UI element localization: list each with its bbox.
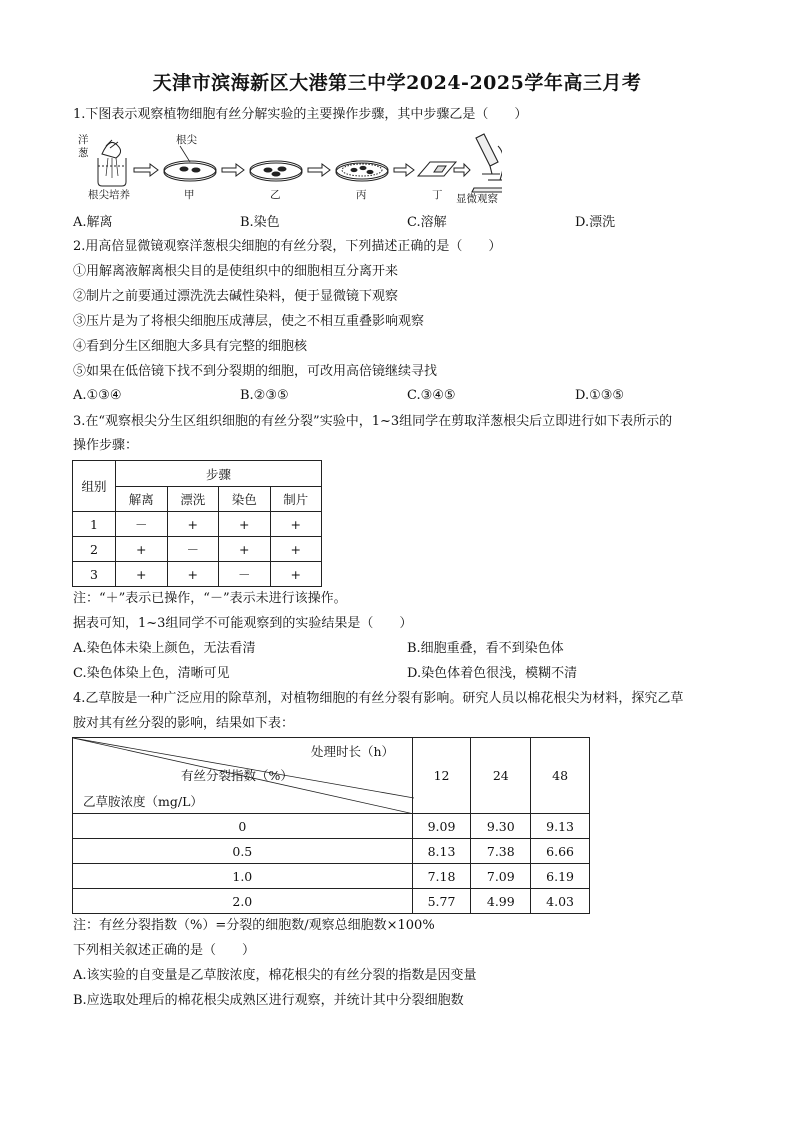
q1-option-b: B.染色 bbox=[240, 215, 280, 230]
q3-stem-line1: 3.在“观察根尖分生区组织细胞的有丝分裂”实验中，1~3组同学在剪取洋葱根尖后立即进行如下表所示的 bbox=[73, 414, 673, 429]
table-row bbox=[73, 814, 590, 839]
q1-stem: 1.下图表示观察植物细胞有丝分解实验的主要操作步骤，其中步骤乙是（ ） bbox=[73, 107, 528, 122]
q2-item-5: ⑤如果在低倍镜下找不到分裂期的细胞，可改用高倍镜继续寻找 bbox=[73, 364, 438, 379]
table-cell: － bbox=[116, 512, 168, 537]
q2-item-3: ③压片是为了将根尖细胞压成薄层，使之不相互重叠影响观察 bbox=[73, 314, 425, 329]
table-row bbox=[73, 839, 590, 864]
group-header-cell: 组别 bbox=[73, 461, 116, 512]
petri-dish-jia-icon bbox=[164, 161, 216, 181]
table-row bbox=[73, 562, 322, 587]
column-header: 染色 bbox=[219, 487, 271, 512]
table-cell: 4.03 bbox=[531, 889, 590, 914]
onion-label-1: 洋 bbox=[78, 134, 89, 146]
conc-cell: 0.5 bbox=[73, 839, 413, 864]
q2-item-2: ②制片之前要通过漂洗洗去碱性染料，便于显微镜下观察 bbox=[73, 289, 399, 304]
q2-item-1: ①用解离液解离根尖目的是使组织中的细胞相互分离开来 bbox=[73, 264, 399, 279]
arrow-icon bbox=[454, 164, 470, 176]
q4-question: 下列相关叙述正确的是（ ） bbox=[73, 943, 256, 958]
table-row bbox=[73, 864, 590, 889]
table-cell: + bbox=[270, 537, 322, 562]
step-yi-label: 乙 bbox=[270, 189, 281, 201]
table-cell: 5.77 bbox=[412, 889, 471, 914]
onion-label-2: 葱 bbox=[78, 147, 89, 159]
table-cell: + bbox=[167, 512, 219, 537]
column-header: 漂洗 bbox=[167, 487, 219, 512]
table-cell: + bbox=[219, 512, 271, 537]
column-header: 解离 bbox=[116, 487, 168, 512]
table-cell: 9.30 bbox=[471, 814, 531, 839]
table-cell: 7.09 bbox=[471, 864, 531, 889]
glass-slide-icon bbox=[418, 162, 456, 176]
microscope-label: 显微观察 bbox=[456, 193, 498, 204]
q4-option-a: A.该实验的自变量是乙草胺浓度，棉花根尖的有丝分裂的指数是因变量 bbox=[73, 968, 477, 983]
conc-cell: 1.0 bbox=[73, 864, 413, 889]
header-index: 有丝分裂指数（%） bbox=[181, 768, 293, 783]
arrow-icon bbox=[222, 164, 244, 176]
diagonal-header-cell bbox=[73, 738, 413, 814]
steps-header-cell: 步骤 bbox=[116, 461, 322, 487]
q1-option-c: C.溶解 bbox=[407, 215, 447, 230]
table-row bbox=[73, 512, 322, 537]
table-cell: 7.38 bbox=[471, 839, 531, 864]
table-cell: + bbox=[167, 562, 219, 587]
culture-label: 根尖培养 bbox=[88, 189, 130, 201]
table-cell: 8.13 bbox=[412, 839, 471, 864]
onion-beaker-icon bbox=[98, 140, 126, 186]
q2-option-d: D.①③⑤ bbox=[575, 388, 625, 403]
conc-cell: 0 bbox=[73, 814, 413, 839]
table-row bbox=[73, 889, 590, 914]
arrow-icon bbox=[394, 164, 414, 176]
q1-option-a: A.解离 bbox=[73, 215, 113, 230]
arrow-icon bbox=[134, 164, 158, 176]
petri-dish-yi-icon bbox=[250, 161, 302, 181]
q3-question: 据表可知，1~3组同学不可能观察到的实验结果是（ ） bbox=[73, 616, 413, 631]
table-cell: + bbox=[270, 562, 322, 587]
table-cell: 6.66 bbox=[531, 839, 590, 864]
step-bing-label: 丙 bbox=[356, 189, 367, 201]
table-cell: － bbox=[219, 562, 271, 587]
microscope-icon bbox=[472, 134, 502, 192]
q2-option-c: C.③④⑤ bbox=[407, 388, 456, 403]
q3-steps-table bbox=[72, 460, 322, 587]
q3-option-b: B.细胞重叠，看不到染色体 bbox=[407, 641, 564, 656]
step-ding-label: 丁 bbox=[432, 189, 443, 201]
table-row bbox=[73, 537, 322, 562]
q3-option-d: D.染色体着色很浅，模糊不清 bbox=[407, 666, 578, 681]
q3-option-a: A.染色体未染上颜色，无法看清 bbox=[73, 641, 256, 656]
group-cell: 1 bbox=[73, 512, 116, 537]
table-cell: + bbox=[270, 512, 322, 537]
table-cell: 9.09 bbox=[412, 814, 471, 839]
group-cell: 3 bbox=[73, 562, 116, 587]
q4-results-table bbox=[72, 737, 590, 913]
time-header: 24 bbox=[471, 738, 531, 814]
time-header: 48 bbox=[531, 738, 590, 814]
step-jia-label: 甲 bbox=[184, 189, 195, 201]
table-cell: 6.19 bbox=[531, 864, 590, 889]
column-header: 制片 bbox=[270, 487, 322, 512]
root-tip-label: 根尖 bbox=[176, 134, 197, 146]
q2-stem: 2.用高倍显微镜观察洋葱根尖细胞的有丝分裂，下列描述正确的是（ ） bbox=[73, 239, 502, 254]
page-title: 天津市滨海新区大港第三中学2024-2025学年高三月考 bbox=[152, 72, 642, 94]
table-cell: 9.13 bbox=[531, 814, 590, 839]
conc-cell: 2.0 bbox=[73, 889, 413, 914]
q3-option-c: C.染色体染上色，清晰可见 bbox=[73, 666, 230, 681]
q4-stem-line2: 胺对其有丝分裂的影响，结果如下表： bbox=[73, 716, 295, 731]
q2-item-4: ④看到分生区细胞大多具有完整的细胞核 bbox=[73, 339, 308, 354]
q3-note: 注：“＋”表示已操作，“－”表示未进行该操作。 bbox=[73, 591, 347, 606]
time-header: 12 bbox=[412, 738, 471, 814]
table-cell: 4.99 bbox=[471, 889, 531, 914]
table-cell: + bbox=[116, 562, 168, 587]
table-cell: 7.18 bbox=[412, 864, 471, 889]
table-cell: － bbox=[167, 537, 219, 562]
q2-option-b: B.②③⑤ bbox=[240, 388, 289, 403]
arrow-icon bbox=[308, 164, 330, 176]
group-cell: 2 bbox=[73, 537, 116, 562]
q3-stem-line2: 操作步骤： bbox=[73, 438, 139, 453]
q1-option-d: D.漂洗 bbox=[575, 215, 616, 230]
q1-procedure-diagram bbox=[72, 132, 502, 204]
petri-dish-bing-icon bbox=[336, 161, 388, 181]
q4-stem-line1: 4.乙草胺是一种广泛应用的除草剂，对植物细胞的有丝分裂有影响。研究人员以棉花根尖为材料，探究乙草 bbox=[73, 691, 684, 706]
table-cell: + bbox=[116, 537, 168, 562]
q4-option-b: B.应选取处理后的棉花根尖成熟区进行观察，并统计其中分裂细胞数 bbox=[73, 993, 464, 1008]
header-conc: 乙草胺浓度（mg/L） bbox=[83, 794, 203, 809]
header-time: 处理时长（h） bbox=[311, 744, 395, 759]
q4-note: 注：有丝分裂指数（%）=分裂的细胞数/观察总细胞数×100% bbox=[73, 918, 435, 933]
q2-option-a: A.①③④ bbox=[73, 388, 122, 403]
table-cell: + bbox=[219, 537, 271, 562]
